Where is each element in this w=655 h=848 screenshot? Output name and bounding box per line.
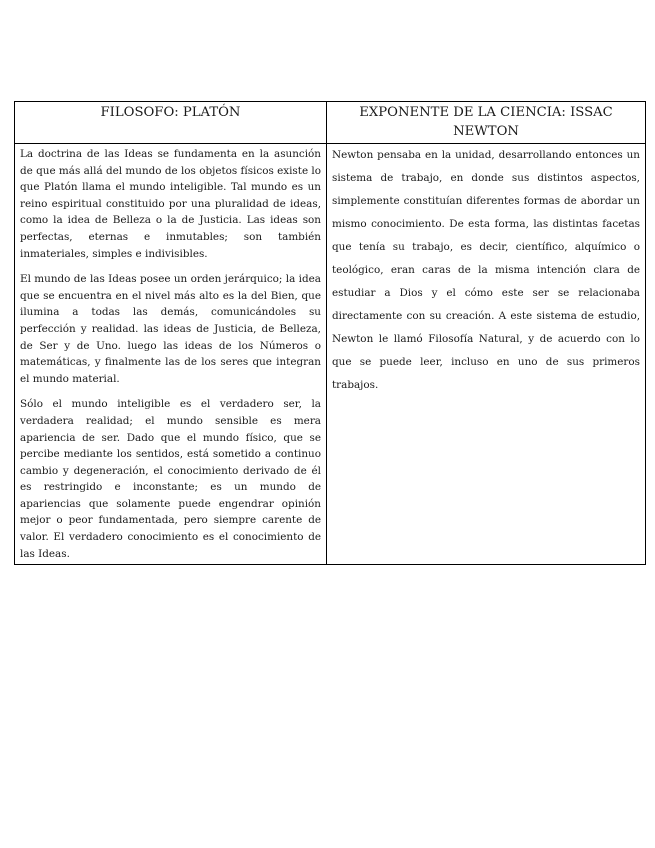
header-philosopher: FILOSOFO: PLATÓN	[15, 102, 327, 144]
newton-cell	[327, 144, 646, 565]
plato-paragraph-2: El mundo de las Ideas posee un orden jerárquico; la idea que se encuentra en el nivel más alto es la del Bien, que ilumina a todas las demás, comunicándoles su perfección y realidad. las ideas de Justicia, de Belleza, de Ser y de Uno. luego las ideas de los Números o matemáticas, y finalmente las de los seres que integran el mundo material.	[20, 273, 321, 385]
content-row	[15, 144, 646, 565]
comparison-table	[14, 101, 646, 565]
newton-paragraph: Newton pensaba en la unidad, desarrollando entonces un sistema de trabajo, en donde sus distintos aspectos, simplemente constituían diferentes formas de abordar un mismo conocimiento. De esta forma, las distintas facetas que tenía su trabajo, es decir, científico, alquímico o teológico, eran caras de la misma intención clara de estudiar a Dios y el cómo este ser se relacionaba directamente con su creación. A este sistema de estudio, Newton le llamó Filosofía Natural, y de acuerdo con lo que se puede leer, incluso en uno de sus primeros trabajos.	[332, 149, 640, 391]
header-row	[15, 102, 646, 144]
header-science-exponent: EXPONENTE DE LA CIENCIA: ISSAC NEWTON	[327, 102, 646, 144]
plato-paragraph-3: Sólo el mundo inteligible es el verdadero ser, la verdadera realidad; el mundo sensible es mera apariencia de ser. Dado que el mundo físico, que se percibe mediante los sentidos, está sometido a continuo cambio y degeneración, el conocimiento derivado de él es restringido e inconstante; es un mundo de apariencias que solamente puede engendrar opinión mejor o peor fundamentada, pero siempre carente de valor. El verdadero conocimiento es el conocimiento de las Ideas.	[20, 398, 321, 560]
plato-cell	[15, 144, 327, 565]
plato-paragraph-1: La doctrina de las Ideas se fundamenta en la asunción de que más allá del mundo de los objetos físicos existe lo que Platón llama el mundo inteligible. Tal mundo es un reino espiritual constituido por una pluralidad de ideas, como la idea de Belleza o la de Justicia. Las ideas son perfectas, eternas e inmutables; son también inmateriales, simples e indivisibles.	[20, 148, 321, 260]
